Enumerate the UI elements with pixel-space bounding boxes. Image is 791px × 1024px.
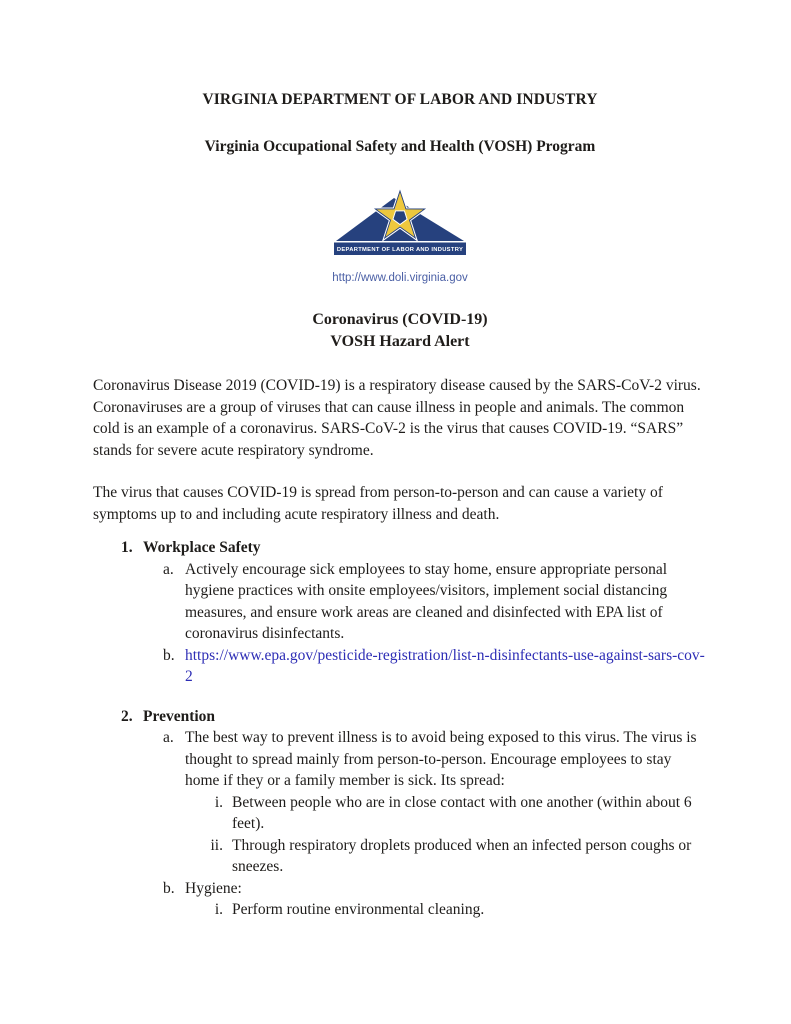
- subitem-text: Through respiratory droplets produced when an infected person coughs or sneezes.: [232, 836, 692, 875]
- subitem-marker: ii.: [210, 836, 223, 854]
- item-text: Actively encourage sick employees to stay home, ensure appropriate personal hygiene practices with onsite employees/visitors, implement social distancing measures, and ensure work areas are cleaned and disinfected with EPA list of coronavirus disinfectants.: [185, 560, 668, 642]
- item-text: The best way to prevent illness is to avoid being exposed to this virus. The virus is thought to spread mainly from person-to-person. Encourage employees to stay home if they or a family member is sick. Its spread:: [185, 729, 697, 789]
- alert-heading: [93, 309, 707, 353]
- section-1-item-b: [93, 645, 707, 688]
- section-2-heading: Prevention: [143, 707, 216, 725]
- subitem-marker: i.: [214, 901, 223, 918]
- alert-heading-line1: Coronavirus (COVID-19): [312, 311, 488, 328]
- section-2-item-b-sub-i: [93, 899, 707, 921]
- item-marker: a.: [163, 560, 174, 578]
- spread-paragraph: The virus that causes COVID-19 is spread from person-to-person and can cause a variety of symptoms up to and including acute respiratory illness and death.: [93, 484, 663, 523]
- subitem-marker: i.: [214, 793, 223, 811]
- intro-paragraph: Coronavirus Disease 2019 (COVID-19) is a respiratory disease caused by the SARS-CoV-2 virus. Coronaviruses are a group of viruses that can cause illness in people and animals. The common cold is an example of a coronavirus. SARS-CoV-2 is the virus that causes COVID-19. “SARS” stands for severe acute respiratory syndrome.: [93, 377, 701, 459]
- epa-disinfectants-link[interactable]: https://www.epa.gov/pesticide-registration/list-n-disinfectants-use-against-sars-cov-2: [185, 646, 705, 685]
- doli-logo: [93, 183, 707, 284]
- section-1-number: 1.: [121, 539, 133, 556]
- item-marker: b.: [163, 879, 175, 897]
- section-2-item-a: [93, 727, 707, 792]
- section-2-number: 2.: [121, 707, 133, 725]
- item-text: [185, 645, 707, 688]
- logo-url-text: http://www.doli.virginia.gov: [332, 272, 468, 284]
- subitem-text: Between people who are in close contact with one another (within about 6 feet).: [232, 793, 692, 832]
- section-2-item-a-sub-i: [93, 792, 707, 835]
- section-2: [93, 706, 707, 921]
- doli-logo-graphic: [334, 183, 466, 255]
- section-1-heading: Workplace Safety: [143, 539, 261, 556]
- section-2-item-a-sub-ii: [93, 835, 707, 878]
- outline-list: [93, 537, 707, 921]
- item-marker: a.: [163, 729, 174, 746]
- document-title: VIRGINIA DEPARTMENT OF LABOR AND INDUSTRY: [202, 91, 598, 108]
- logo-banner-text: DEPARTMENT OF LABOR AND INDUSTRY: [336, 247, 464, 253]
- section-1-heading-row: [93, 537, 707, 559]
- item-text: Hygiene:: [185, 879, 242, 897]
- section-1-item-a: [93, 559, 707, 645]
- section-2-heading-row: [93, 706, 707, 728]
- item-marker: b.: [163, 646, 175, 664]
- program-subtitle: Virginia Occupational Safety and Health (VOSH) Program: [204, 138, 596, 155]
- alert-heading-line2: VOSH Hazard Alert: [330, 333, 470, 350]
- section-2-item-b: [93, 878, 707, 900]
- subitem-text: Perform routine environmental cleaning.: [232, 901, 485, 918]
